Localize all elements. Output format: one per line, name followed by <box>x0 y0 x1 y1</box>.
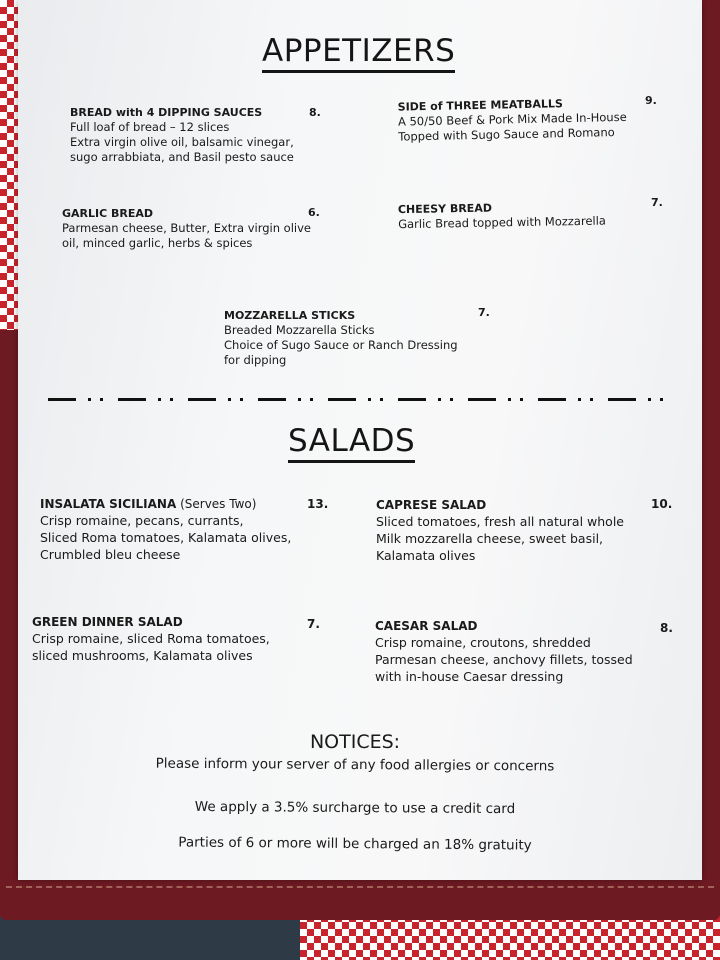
menu-item-cheesy-bread <box>398 199 648 232</box>
item-desc-line: Sliced Roma tomatoes, Kalamata olives, <box>40 530 292 545</box>
item-description <box>375 634 645 685</box>
item-name: GARLIC BREAD <box>62 207 154 220</box>
salads-heading: SALADS <box>288 424 415 463</box>
notice-allergies: Please inform your server of any food allergies or concerns <box>155 755 555 775</box>
item-name-text: INSALATA SICILIANA <box>40 497 177 511</box>
menu-item-caprese-salad <box>376 497 636 564</box>
item-description <box>398 213 648 232</box>
item-desc-line: Choice of Sugo Sauce or Ranch Dressing <box>224 338 458 352</box>
item-name: SIDE of THREE MEATBALLS <box>397 97 563 114</box>
item-desc-line: sugo arrabbiata, and Basil pesto sauce <box>70 150 294 164</box>
item-price: 8. <box>309 106 321 119</box>
item-desc-line: Full loaf of bread – 12 slices <box>70 120 230 134</box>
item-desc-line: with in-house Caesar dressing <box>375 669 564 684</box>
item-name: GREEN DINNER SALAD <box>32 615 183 629</box>
item-description <box>376 513 636 564</box>
item-name: CHEESY BREAD <box>397 201 493 217</box>
item-price: 9. <box>645 94 657 107</box>
notice-gratuity: Parties of 6 or more will be charged an 18% gratuity <box>178 834 532 854</box>
item-desc-line: A 50/50 Beef & Pork Mix Made In-House <box>397 109 627 129</box>
menu-item-garlic-bread <box>62 207 312 251</box>
item-desc-line: Parmesan cheese, Butter, Extra virgin olive <box>62 221 311 235</box>
item-desc-line: Garlic Bread topped with Mozzarella <box>398 213 607 232</box>
cover-stitching <box>6 886 714 888</box>
tablecloth <box>300 915 720 960</box>
menu-page <box>18 0 702 880</box>
item-description <box>70 120 310 165</box>
item-name: CAPRESE SALAD <box>376 498 487 512</box>
item-desc-line: Milk mozzarella cheese, sweet basil, <box>376 531 604 546</box>
menu-item-insalata-siciliana <box>40 496 300 563</box>
menu-item-mozzarella-sticks <box>224 309 474 368</box>
item-name: CAESAR SALAD <box>375 619 478 633</box>
item-price: 7. <box>307 617 320 631</box>
notice-surcharge: We apply a 3.5% surcharge to use a credit card <box>194 798 516 818</box>
notices-title: NOTICES: <box>309 731 401 753</box>
item-price: 7. <box>478 306 490 319</box>
appetizers-heading: APPETIZERS <box>262 34 455 73</box>
item-description <box>32 630 292 664</box>
item-desc-line: Extra virgin olive oil, balsamic vinegar, <box>70 135 294 149</box>
item-price: 7. <box>651 196 663 209</box>
item-description <box>398 109 649 144</box>
item-price: 13. <box>307 497 329 511</box>
item-name <box>40 496 300 512</box>
item-desc-line: Crisp romaine, pecans, currants, <box>40 513 244 528</box>
item-description <box>62 221 312 251</box>
menu-item-bread-dipping-sauces <box>70 106 310 165</box>
menu-item-green-dinner-salad <box>32 614 292 664</box>
item-desc-line: for dipping <box>224 353 287 367</box>
menu-item-meatballs <box>398 95 649 144</box>
section-divider <box>48 398 678 401</box>
item-desc-line: sliced mushrooms, Kalamata olives <box>32 648 253 663</box>
item-desc-line: Crumbled bleu cheese <box>40 547 181 562</box>
item-name: MOZZARELLA STICKS <box>224 309 356 322</box>
item-desc-line: Kalamata olives <box>376 548 476 563</box>
item-desc-line: Crisp romaine, croutons, shredded <box>375 635 591 650</box>
item-desc-line: Breaded Mozzarella Sticks <box>224 323 375 337</box>
item-price: 6. <box>308 206 320 219</box>
item-desc-line: Crisp romaine, sliced Roma tomatoes, <box>32 631 270 646</box>
item-name: BREAD with 4 DIPPING SAUCES <box>70 106 263 119</box>
item-desc-line: Topped with Sugo Sauce and Romano <box>398 125 615 144</box>
item-description <box>40 512 300 563</box>
item-price: 10. <box>651 497 673 511</box>
item-desc-line: Parmesan cheese, anchovy fillets, tossed <box>375 652 633 667</box>
item-desc-line: oil, minced garlic, herbs & spices <box>62 236 253 250</box>
item-desc-line: Sliced tomatoes, fresh all natural whole <box>376 514 624 529</box>
item-price: 8. <box>660 621 673 635</box>
floor <box>0 915 300 960</box>
item-description <box>224 323 474 368</box>
item-name-note: (Serves Two) <box>176 497 257 511</box>
menu-item-caesar-salad <box>375 618 645 685</box>
